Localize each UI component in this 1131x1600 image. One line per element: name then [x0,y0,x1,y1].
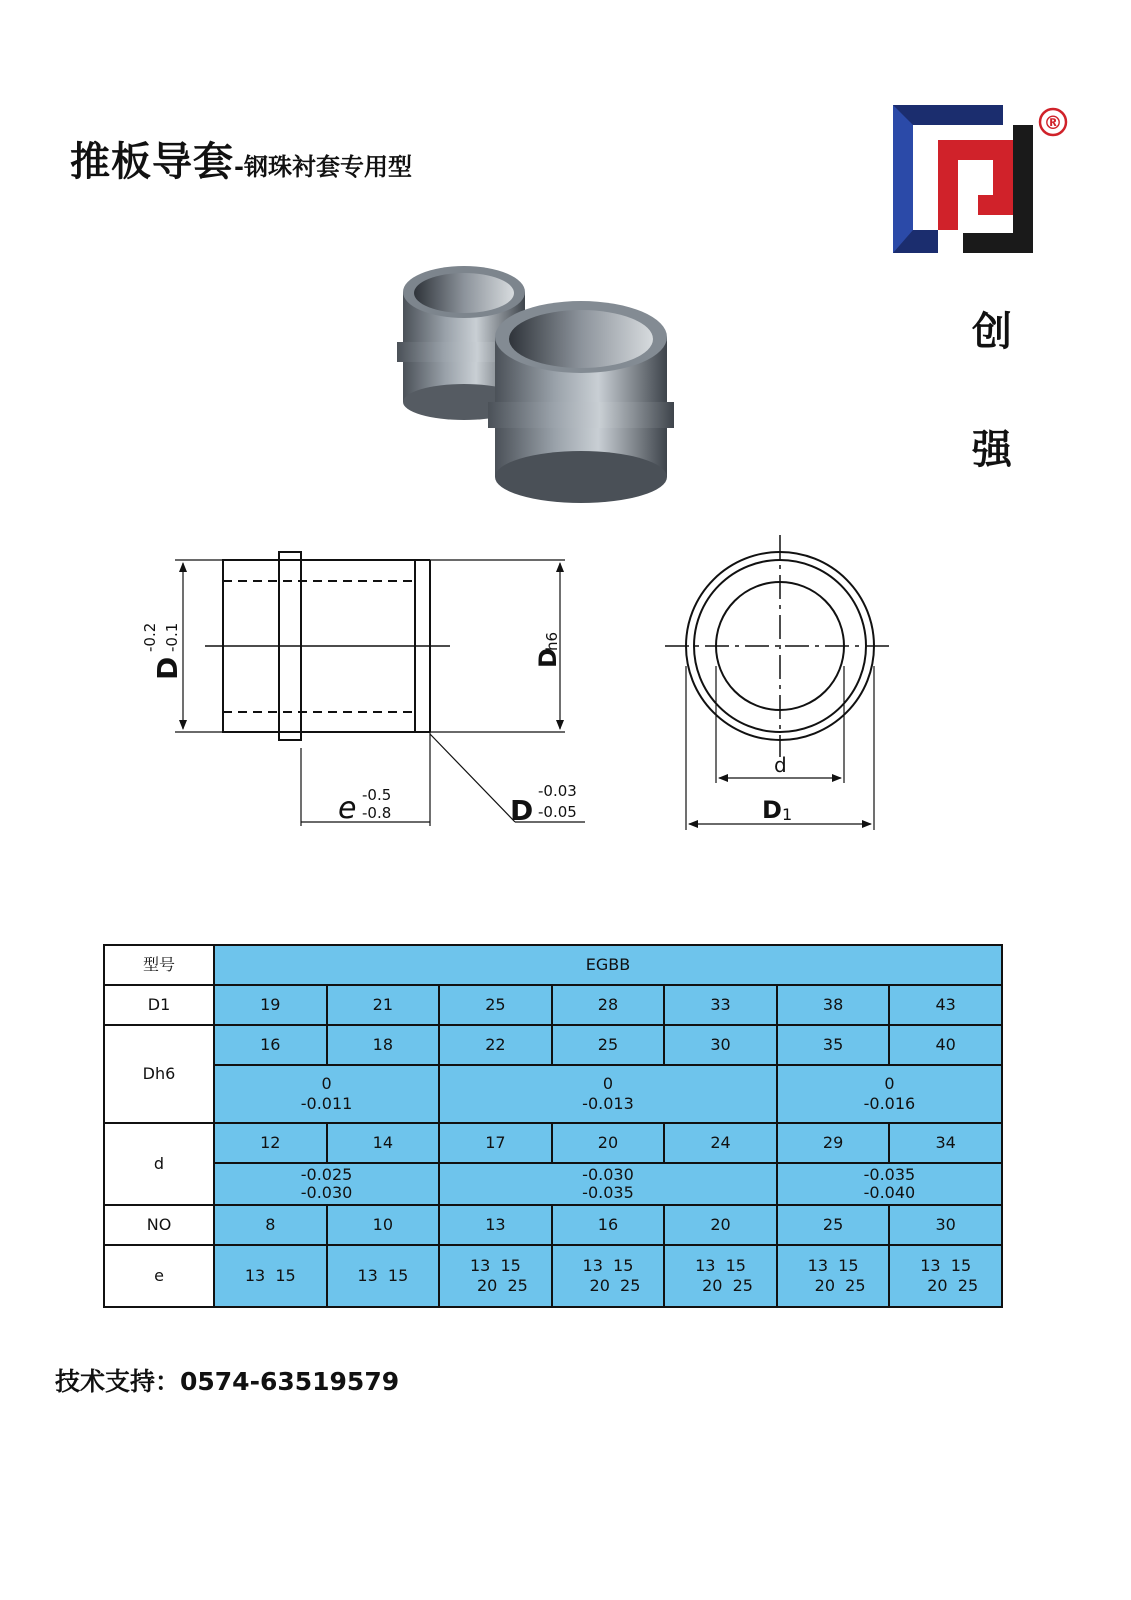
side-dimension-labels [141,623,577,827]
dim-D2-upper: -0.03 [538,782,577,800]
e-line1: 13 15 [244,1266,296,1285]
tolerance-cell [214,1163,439,1205]
e-line2: 20 25 [927,1276,979,1295]
tolerance-upper: -0.025 [300,1165,353,1185]
table-cell [439,1245,552,1307]
table-cell: 28 [552,985,665,1025]
table-cell: 29 [777,1123,890,1163]
table-row-d-tolerance [104,1163,1002,1205]
model-value: EGBB [214,945,1002,985]
table-row-d [104,1123,1002,1163]
tolerance-lower: -0.040 [863,1183,916,1202]
dim-D-lower: -0.1 [163,622,181,652]
brand-char-2: 强 [972,427,1012,473]
dim-e-upper: -0.5 [362,786,392,804]
table-cell: 24 [664,1123,777,1163]
table-cell: 35 [777,1025,890,1065]
table-cell: 22 [439,1025,552,1065]
table-cell: 14 [327,1123,440,1163]
table-cell [552,1245,665,1307]
table-cell: 8 [214,1205,327,1245]
e-line1: 13 15 [920,1256,972,1275]
tolerance-cell [777,1065,1002,1123]
table-cell: 25 [439,985,552,1025]
dim-D-upper: -0.2 [141,622,159,652]
table-cell [214,1245,327,1307]
label-Dh6: Dh6 [104,1025,214,1123]
dim-D1-sub: 1 [782,805,793,824]
e-line1: 13 15 [695,1256,746,1275]
tolerance-upper: 0 [321,1074,332,1093]
table-cell: 30 [889,1205,1002,1245]
side-view [175,552,585,826]
dim-d-label: d [774,753,787,777]
table-row-model [104,945,1002,985]
table-cell: 12 [214,1123,327,1163]
title-sub: -钢珠衬套专用型 [234,153,412,181]
tolerance-upper: 0 [884,1074,895,1093]
label-D1: D1 [104,985,214,1025]
spec-table [103,944,1003,1308]
dim-Dh6-label: D [534,648,562,668]
label-model: 型号 [104,945,214,985]
table-cell: 16 [214,1025,327,1065]
end-view [665,535,895,830]
table-row-Dh6 [104,1025,1002,1065]
tolerance-cell [214,1065,439,1123]
registered-mark: ® [1043,112,1063,134]
dim-Dh6-sub: h6 [543,631,561,651]
e-line1: 13 15 [469,1256,521,1275]
tolerance-cell [777,1163,1002,1205]
table-cell: 19 [214,985,327,1025]
table-cell: 40 [889,1025,1002,1065]
table-row-e [104,1245,1002,1307]
label-d: d [104,1123,214,1205]
table-cell: 30 [664,1025,777,1065]
table-cell: 21 [327,985,440,1025]
e-line1: 13 15 [807,1256,859,1275]
table-cell: 38 [777,985,890,1025]
brand-char-1: 创 [972,309,1012,355]
tolerance-cell [439,1163,777,1205]
tolerance-upper: -0.035 [863,1165,916,1185]
label-NO: NO [104,1205,214,1245]
dim-D-label: D [151,656,184,680]
tolerance-lower: -0.016 [863,1094,916,1113]
table-cell [327,1245,440,1307]
table-cell [777,1245,890,1307]
e-line2: 20 25 [589,1276,641,1295]
table-cell: 25 [552,1025,665,1065]
table-row-NO [104,1205,1002,1245]
table-cell: 20 [552,1123,665,1163]
table-cell: 13 [439,1205,552,1245]
table-cell: 17 [439,1123,552,1163]
tolerance-lower: -0.035 [582,1183,634,1202]
dim-D2-lower: -0.05 [538,803,577,821]
dim-e-label: e [338,791,357,826]
table-cell [889,1245,1002,1307]
table-cell: 33 [664,985,777,1025]
table-cell: 25 [777,1205,890,1245]
dim-D1-label: D [762,796,782,824]
e-line2: 20 25 [702,1276,753,1295]
dim-e-lower: -0.8 [362,804,392,822]
table-row-Dh6-tolerance [104,1065,1002,1123]
e-line1: 13 15 [582,1256,634,1275]
tolerance-lower: -0.013 [582,1094,634,1113]
e-line2: 20 25 [476,1276,528,1295]
tolerance-upper: 0 [602,1074,614,1093]
e-line2: 20 25 [814,1276,866,1295]
table-cell: 43 [889,985,1002,1025]
table-cell: 18 [327,1025,440,1065]
table-cell: 20 [664,1205,777,1245]
title-main: 推板导套 [70,139,234,185]
table-cell: 34 [889,1123,1002,1163]
table-row-D1 [104,985,1002,1025]
e-line1: 13 15 [357,1266,409,1285]
tolerance-upper: -0.030 [582,1165,634,1185]
tolerance-lower: -0.030 [300,1183,353,1202]
support-contact: 技术支持：0574-63519579 [55,1367,400,1396]
table-cell: 10 [327,1205,440,1245]
table-cell [664,1245,777,1307]
tolerance-cell [439,1065,777,1123]
table-cell: 16 [552,1205,665,1245]
dim-D2-label: D [510,794,534,827]
tolerance-lower: -0.011 [300,1094,353,1113]
label-e: e [104,1245,214,1307]
